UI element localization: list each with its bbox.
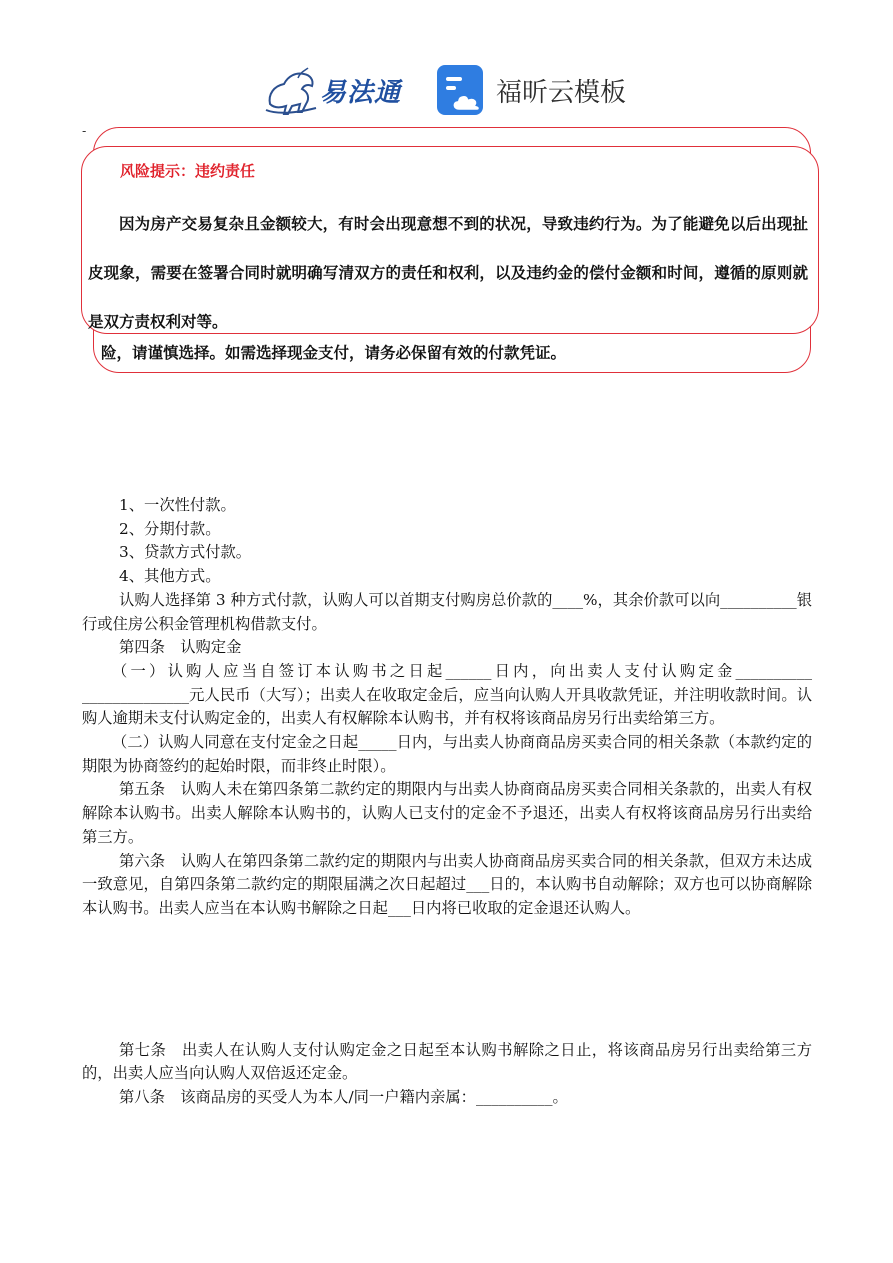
- article-4-clause-2: （二）认购人同意在支付定金之日起_____日内，与出卖人协商商品房买卖合同的相关条款（本款约定的期限为协商签约的起始时限，而非终止时限）。: [82, 733, 812, 775]
- article-7: 第七条 出卖人在认购人支付认购定金之日起至本认购书解除之日止，将该商品房另行出卖给第三方的，出卖人应当向认购人双倍返还定金。: [82, 1040, 812, 1083]
- option3-paragraph: 认购人选择第 3 种方式付款，认购人可以首期支付购房总价款的____%，其余价款可以向__________银行或住房公积金管理机构借款支付。: [82, 590, 812, 633]
- blank-gap: [82, 921, 812, 1039]
- payment-option-2: 2、分期付款。: [119, 519, 221, 538]
- article-4-title: 第四条 认购定金: [119, 638, 242, 657]
- header: [0, 60, 893, 124]
- article-6: 第六条 认购人在第四条第二款约定的期限内与出卖人协商商品房买卖合同的相关条款，但双方未达成一致意见，自第四条第二款约定的期限届满之次日起超过___日的，本认购书自动解除；双方也可以协商解除本认购书。出卖人应当在本认购书解除之日起___日内将已收取的定金退还认购人。: [82, 851, 812, 917]
- article-5: 第五条 认购人未在第四条第二款约定的期限内与出卖人协商商品房买卖合同相关条款的，出卖人有权解除本认购书。出卖人解除本认购书的，认购人已支付的定金不予退还，出卖人有权将该商品房另行出卖给第三方。: [82, 780, 812, 846]
- article-4-clause-1: （一）认购人应当自签订本认购书之日起______日内，向出卖人支付认购定金__________ ______________元人民币（大写）；出卖人在收取定金后，应当向认购人开具收款凭证，并注明收款时间。认购人逾期未支付认购定金的，出卖人有权解除本认购书，并有权将该商品房另行出卖给第三方。: [82, 661, 812, 728]
- article-8: 第八条 该商品房的买受人为本人/同一户籍内亲属：__________。: [119, 1088, 568, 1107]
- dash-mark: -: [82, 124, 87, 138]
- risk-back-text: 险，请谨慎选择。如需选择现金支付，请务必保留有效的付款凭证。: [101, 344, 567, 362]
- risk-body: 因为房产交易复杂且金额较大，有时会出现意想不到的状况，导致违约行为。为了能避免以后出现扯皮现象，需要在签署合同时就明确写清双方的责任和权利，以及违约金的偿付金额和时间，遵循的原则就是双方责权利对等。: [88, 215, 808, 331]
- yifatong-logo: [262, 64, 412, 118]
- qilin-icon: [262, 64, 322, 118]
- contract-content: [82, 494, 812, 1110]
- logo2-text: 福昕云模板: [496, 78, 627, 108]
- payment-option-1: 1、一次性付款。: [119, 496, 236, 514]
- payment-option-3: 3、贷款方式付款。: [119, 543, 252, 562]
- foxit-cloud-icon: [437, 65, 487, 117]
- logo1-text: 易法通: [320, 78, 402, 108]
- payment-option-4: 4、其他方式。: [119, 567, 221, 586]
- risk-title: 风险提示：违约责任: [120, 162, 256, 180]
